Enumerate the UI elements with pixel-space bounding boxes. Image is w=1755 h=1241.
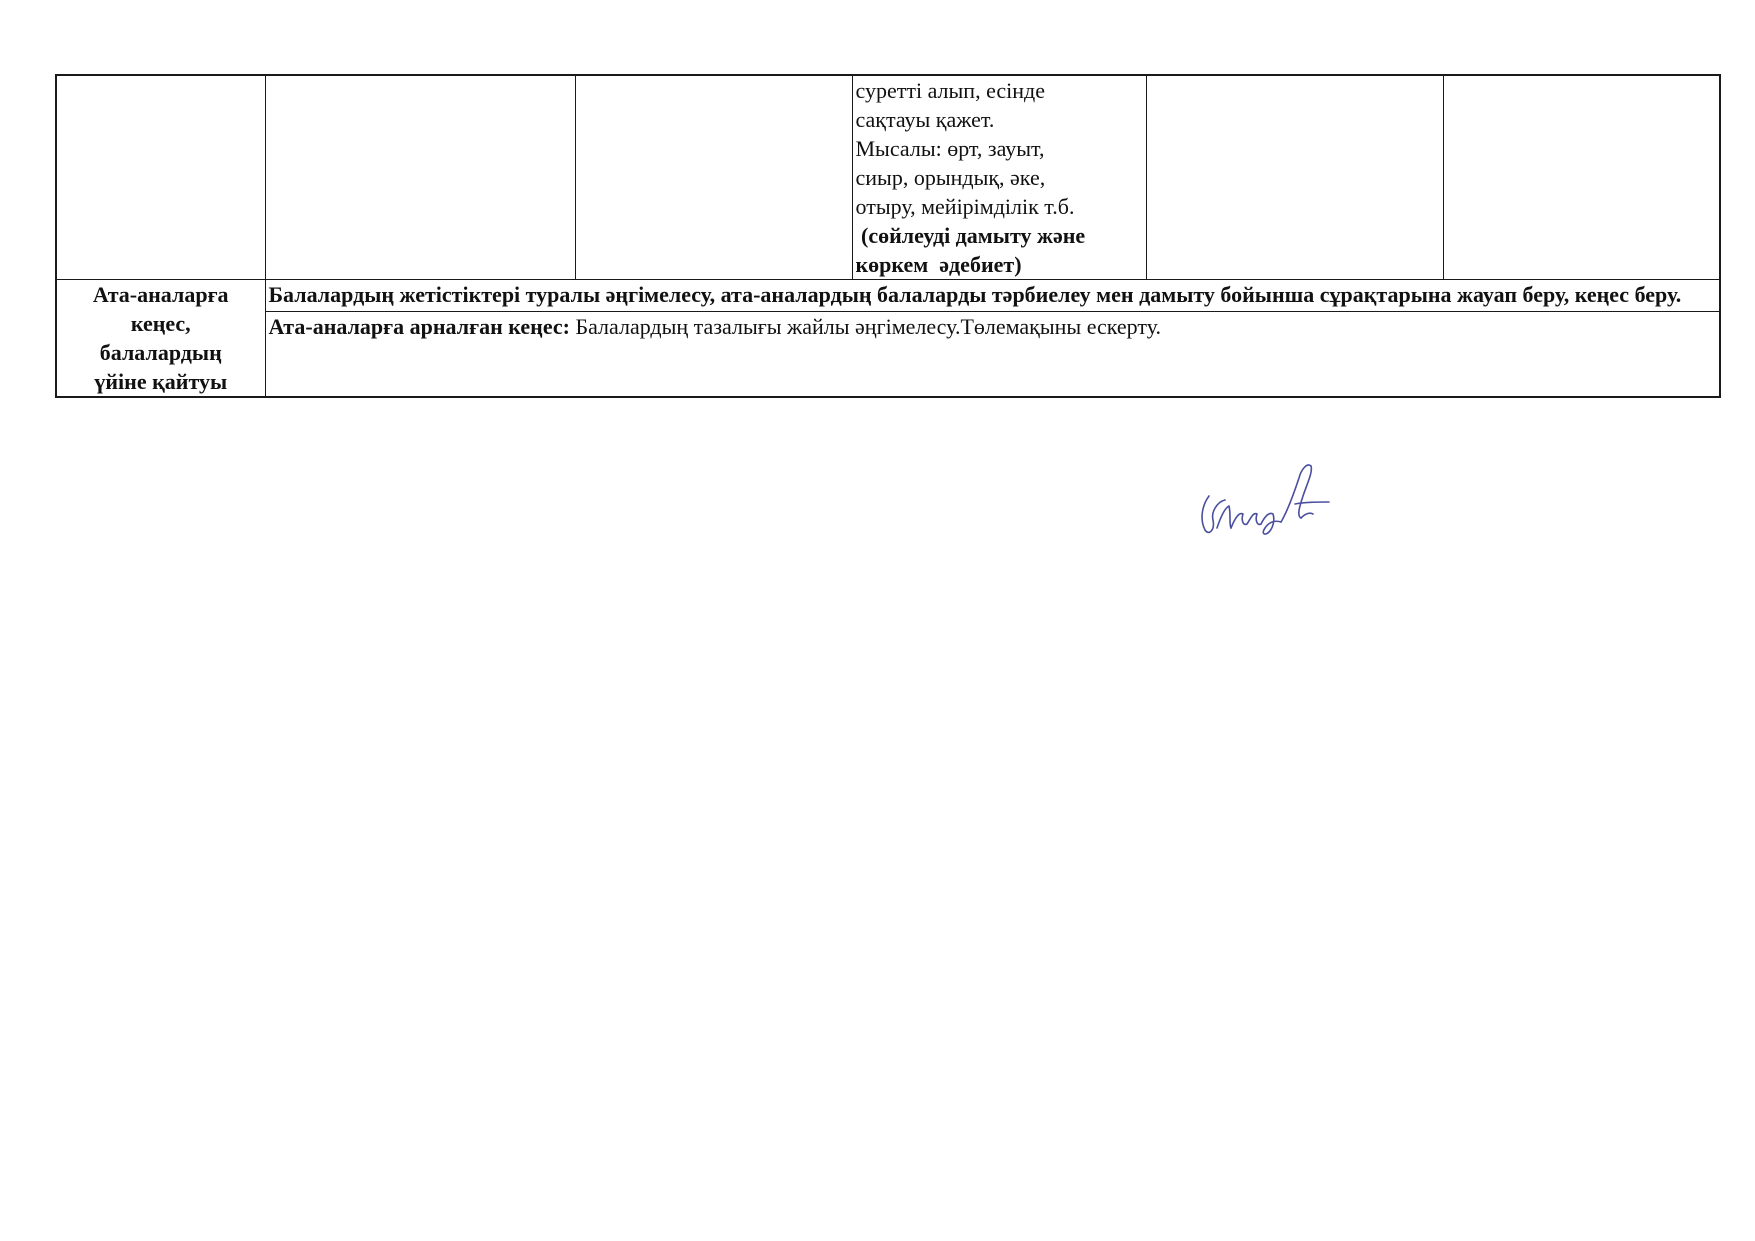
advice-label: Ата-аналарға арналған кеңес: <box>268 314 570 339</box>
table-row <box>56 75 1720 280</box>
table-cell <box>1443 75 1720 280</box>
parent-conversation-cell: Балалардың жетістіктері туралы әңгімелесу, ата-аналардың балаларды тәрбиелеу мен дамыту бойынша сұрақтарына жауап беру, кеңес беру. <box>265 280 1720 312</box>
description-line: суретті алып, есінде <box>855 78 1045 103</box>
section-label-line: үйіне қайтуы <box>94 369 228 394</box>
description-line: сақтауы қажет. <box>855 107 995 132</box>
table-row <box>56 312 1720 398</box>
activity-description-cell <box>852 75 1146 280</box>
signature <box>1195 456 1335 546</box>
section-label-line: балалардың <box>99 340 222 365</box>
table-row <box>56 280 1720 312</box>
schedule-table <box>55 74 1721 398</box>
advice-text: Балалардың тазалығы жайлы әңгімелесу.Төлемақыны ескерту. <box>569 314 1162 339</box>
subject-area-line: көркем әдебиет) <box>855 252 1022 277</box>
section-label-line: кеңес, <box>130 311 191 336</box>
table-cell <box>265 75 575 280</box>
description-line: отыру, мейірімділік т.б. <box>855 194 1075 219</box>
table-cell <box>1146 75 1443 280</box>
description-line: Мысалы: өрт, зауыт, <box>855 136 1045 161</box>
parent-advice-cell <box>265 312 1720 398</box>
subject-area-line: (сөйлеуді дамыту және <box>855 223 1086 248</box>
section-label-cell <box>56 280 265 398</box>
table-cell <box>575 75 852 280</box>
section-label-line: Ата-аналарға <box>92 282 229 307</box>
description-line: сиыр, орындық, әке, <box>855 165 1046 190</box>
table-cell <box>56 75 265 280</box>
